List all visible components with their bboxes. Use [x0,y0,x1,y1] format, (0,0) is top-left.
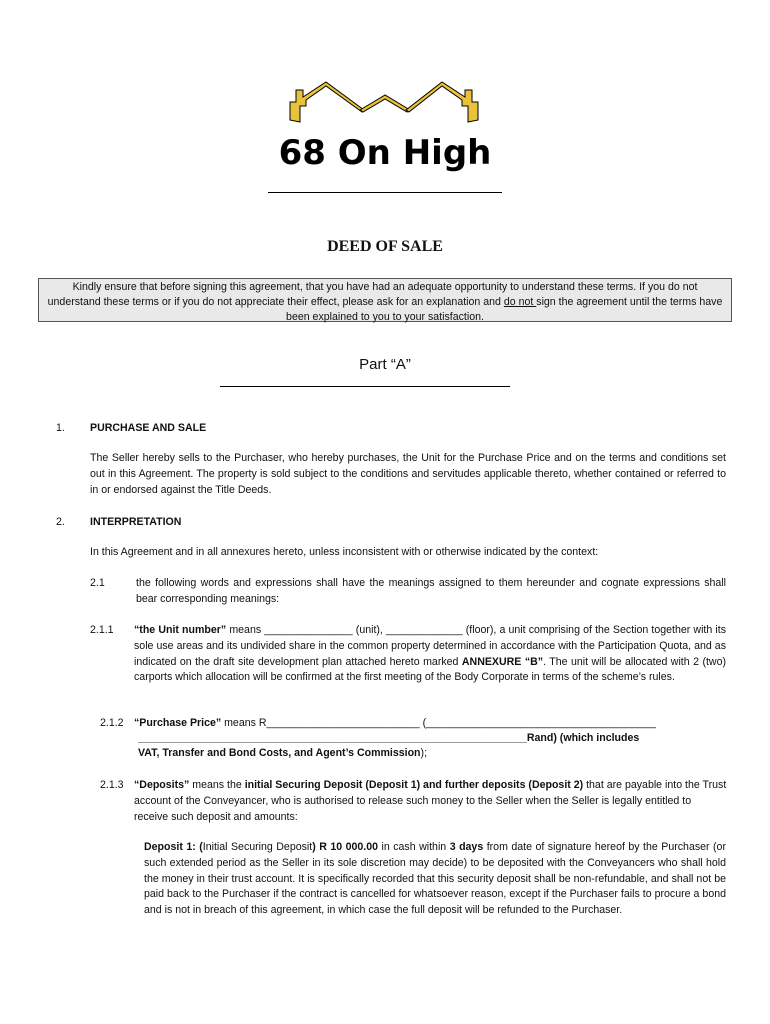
clause-text: means _______________ (unit), _____________ (floor), a unit comprising of the Section together with its sole use areas and its undivided share in the common property determined in accordance with the Participation Quota, and as indicated on the draft site development plan attached hereto marked [134,624,726,668]
deposit-days: 3 days [449,841,484,853]
clause-2-1-2-line3 [138,746,738,762]
clause-2-1-1-number: 2.1.1 [90,624,114,636]
section-1-body: The Seller hereby sells to the Purchaser, who hereby purchases, the Unit for the Purchase Price and on the terms and conditions set out in this Agreement. The property is sold subject to the conditions and servitudes applicable thereto, whether contained or referred to in or endorsed against the Title Deeds. [90,452,726,496]
deposit-definition: initial Securing Deposit (Deposit 1) and further deposits (Deposit 2) [244,779,584,791]
term: “Purchase Price” [134,717,222,729]
document-title: DEED OF SALE [327,238,443,255]
section-1-heading: PURCHASE AND SALE [90,422,207,434]
deposit-1-paragraph [144,840,726,919]
term: “the Unit number” [134,624,227,636]
price-inclusions: VAT, Transfer and Bond Costs, and Agent’s Commission [138,747,421,759]
divider [220,386,510,387]
deposit-amount: R 10 000.00 [319,841,379,853]
divider [268,192,502,193]
clause-text: . The unit will be allocated with 2 (two) carports which allocation will be confirmed at the first meeting of the Body Corporate in terms of the scheme’s rules. [134,655,726,684]
clause-2-1-3-body [134,778,728,825]
annexure-ref: ANNEXURE “B” [461,655,544,668]
clause-2-1-3-number: 2.1.3 [100,779,124,791]
notice-box [38,278,732,322]
part-title: Part “A” [359,356,411,373]
clause-text: Initial Securing Deposit [202,841,313,853]
section-2-number: 2. [56,516,65,528]
deposit-1-label: Deposit 1: ( [144,841,203,853]
clause-2-1-number: 2.1 [90,577,105,589]
clause-text: ) [312,841,320,853]
clause-2-1-2-line2: __________________________________________________________________Rand) (which includes [138,732,640,744]
term: “Deposits” [134,779,190,791]
clause-text: means R__________________________ (_______________________________________ [221,717,656,729]
notice-emphasis: do not [503,296,537,308]
section-2-heading: INTERPRETATION [90,516,182,528]
clause-text: from date of signature hereof by the Purchaser (or such extended period as the Seller in its sole discretion may decide) to be deposited with the Conveyancers who shall hold the money in their trust account. It is specifically recorded that this security deposit shall be non-refundable, and shall not be paid back to the Purchaser if the contract is cancelled for whatsoever reason, except if the Purchaser fails to procure a bond and is not in breach of this agreement, in which case the full deposit will be refunded to the Purchaser. [144,841,726,917]
notice-text-end: sign the agreement until the terms have been explained to you to your satisfaction. [286,296,723,323]
clause-text: in cash within [378,841,450,853]
section-1-number: 1. [56,422,65,434]
clause-text: means the [189,779,245,791]
clause-text: that are payable into the Trust account of the Conveyancer, who is authorised to release such money to the Seller when the Seller is legally entitled to receive such deposit and amounts: [134,779,727,823]
clause-2-1-body: the following words and expressions shall have the meanings assigned to them hereunder and cognate expressions shall bear corresponding meanings: [136,577,726,605]
clause-text: ); [420,747,428,759]
section-2-body: In this Agreement and in all annexures hereto, unless inconsistent with or otherwise indicated by the context: [90,546,599,558]
brand-name: 68 On High [278,133,492,173]
notice-text: Kindly ensure that before signing this agreement, that you have had an adequate opportunity to understand these terms. If you do not understand these terms or if you do not appreciate their effect, please ask for an explanation and [47,281,698,308]
clause-2-1-1-body [134,623,726,686]
clause-2-1-2-number: 2.1.2 [100,717,124,729]
clause-2-1-2-line1 [134,716,734,732]
